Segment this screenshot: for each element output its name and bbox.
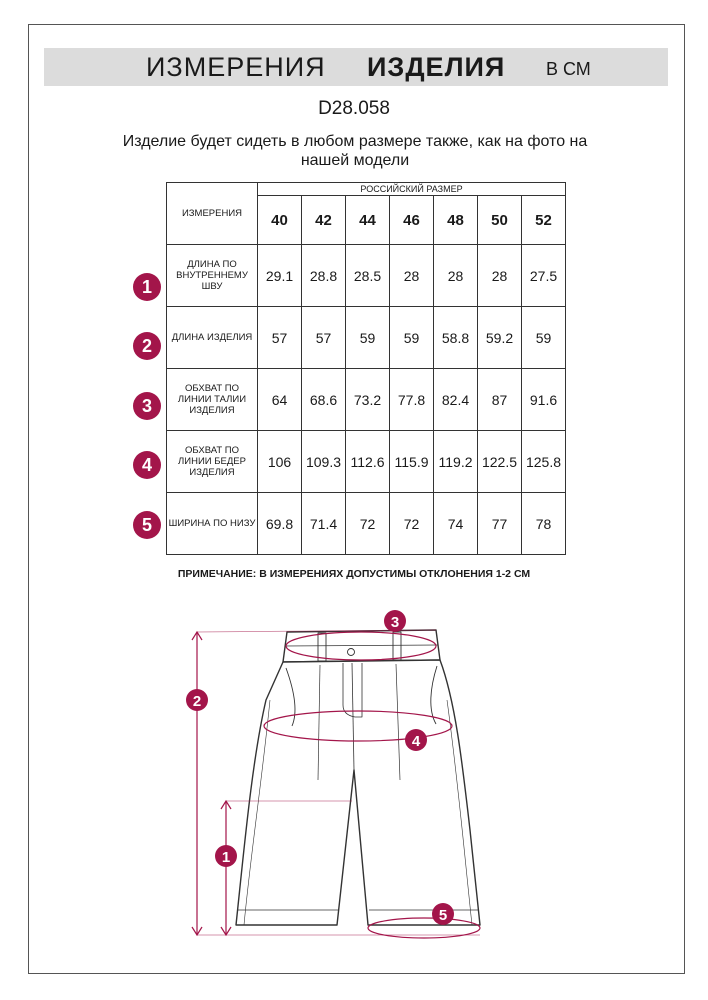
size-header: 44	[346, 196, 390, 245]
table-cell: 71.4	[302, 493, 346, 555]
table-cell: 74	[434, 493, 478, 555]
corner-label: ИЗМЕРЕНИЯ	[167, 183, 258, 245]
marker-label: 2	[192, 693, 202, 710]
table-cell: 59	[390, 307, 434, 369]
size-header: 46	[390, 196, 434, 245]
table-cell: 59	[522, 307, 566, 369]
row-label: ДЛИНА ПО ВНУТРЕННЕМУ ШВУ	[167, 245, 258, 307]
title-light: ИЗМЕРЕНИЯ	[146, 52, 326, 82]
table-cell: 87	[478, 369, 522, 431]
table-cell: 59.2	[478, 307, 522, 369]
table-cell: 28	[434, 245, 478, 307]
table-cell: 115.9	[390, 431, 434, 493]
table-cell: 82.4	[434, 369, 478, 431]
row-number-badge: 4	[133, 451, 161, 479]
table-cell: 91.6	[522, 369, 566, 431]
table-cell: 28	[390, 245, 434, 307]
table-cell: 57	[258, 307, 302, 369]
table-cell: 72	[390, 493, 434, 555]
product-code: D28.058	[318, 98, 390, 119]
row-label: ШИРИНА ПО НИЗУ	[167, 493, 258, 555]
row-label: ДЛИНА ИЗДЕЛИЯ	[167, 307, 258, 369]
size-group-label: РОССИЙСКИЙ РАЗМЕР	[258, 183, 566, 196]
table-cell: 73.2	[346, 369, 390, 431]
table-cell: 77	[478, 493, 522, 555]
table-cell: 28.8	[302, 245, 346, 307]
title-unit: В СМ	[546, 59, 591, 79]
table-cell: 106	[258, 431, 302, 493]
table-cell: 112.6	[346, 431, 390, 493]
deviation-note: ПРИМЕЧАНИЕ: В ИЗМЕРЕНИЯХ ДОПУСТИМЫ ОТКЛОНЕНИЯ 1-2 СМ	[177, 568, 531, 580]
row-number-badge: 5	[133, 511, 161, 539]
table-cell: 72	[346, 493, 390, 555]
size-header: 50	[478, 196, 522, 245]
size-header: 40	[258, 196, 302, 245]
table-cell: 78	[522, 493, 566, 555]
table-cell: 28	[478, 245, 522, 307]
marker-label: 5	[438, 907, 448, 924]
row-label: ОБХВАТ ПО ЛИНИИ ТАЛИИ ИЗДЕЛИЯ	[167, 369, 258, 431]
table-cell: 58.8	[434, 307, 478, 369]
table-cell: 27.5	[522, 245, 566, 307]
table-cell: 59	[346, 307, 390, 369]
row-number-badge: 3	[133, 392, 161, 420]
table-cell: 109.3	[302, 431, 346, 493]
marker-label: 4	[411, 733, 421, 750]
table-cell: 68.6	[302, 369, 346, 431]
size-header: 48	[434, 196, 478, 245]
row-number-badge: 2	[133, 332, 161, 360]
table-cell: 64	[258, 369, 302, 431]
marker-label: 1	[221, 849, 231, 866]
table-cell: 69.8	[258, 493, 302, 555]
table-cell: 28.5	[346, 245, 390, 307]
row-number-badge: 1	[133, 273, 161, 301]
product-description: Изделие будет сидеть в любом размере также, как на фото на нашей модели	[122, 133, 588, 169]
row-label: ОБХВАТ ПО ЛИНИИ БЕДЕР ИЗДЕЛИЯ	[167, 431, 258, 493]
table-cell: 57	[302, 307, 346, 369]
table-cell: 125.8	[522, 431, 566, 493]
size-header: 52	[522, 196, 566, 245]
table-cell: 29.1	[258, 245, 302, 307]
marker-label: 3	[390, 614, 400, 631]
table-cell: 122.5	[478, 431, 522, 493]
table-cell: 77.8	[390, 369, 434, 431]
table-cell: 119.2	[434, 431, 478, 493]
title-bold: ИЗДЕЛИЯ	[367, 52, 506, 82]
size-header: 42	[302, 196, 346, 245]
shorts-outline	[236, 630, 480, 925]
